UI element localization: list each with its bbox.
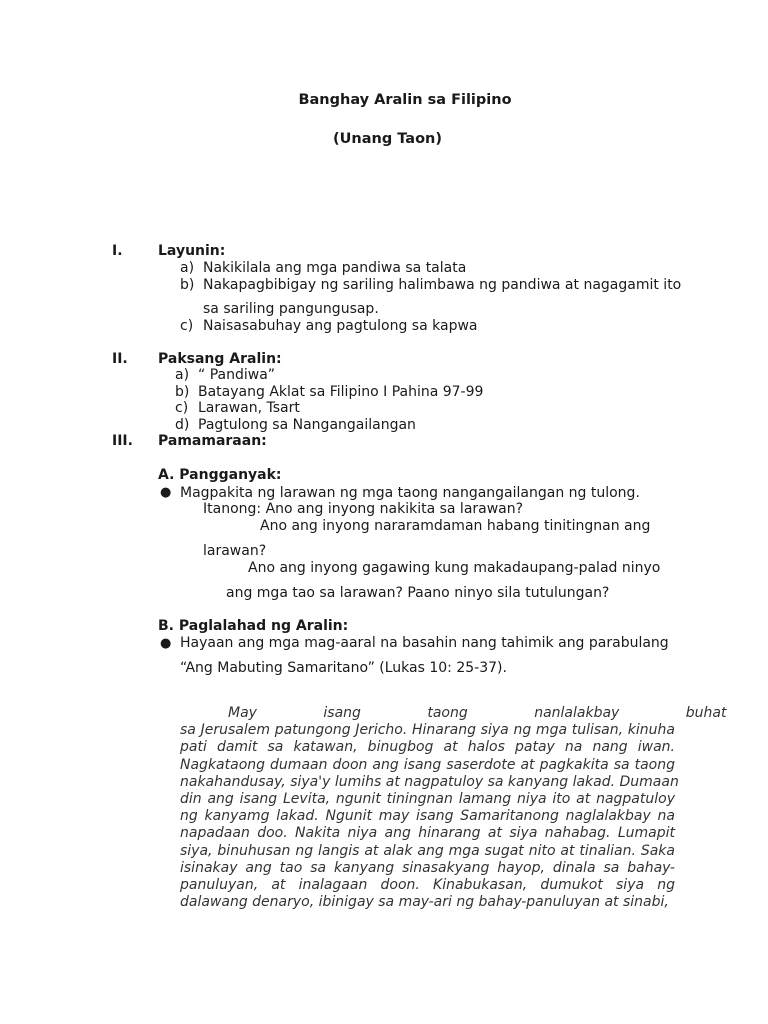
section-number-1: I. xyxy=(112,243,123,259)
question-line: Itanong: Ano ang inyong nakikita sa larawan? xyxy=(203,501,524,517)
question-line: Ano ang inyong nararamdaman habang tinitingnan ang xyxy=(260,518,651,534)
list-item-text: “ Pandiwa” xyxy=(198,367,276,383)
story-line: Nagkataong dumaan doon ang isang saserdote at pagkakita sa taong xyxy=(180,756,675,773)
document-page: Banghay Aralin sa Filipino (Unang Taon) I. Layunin: a) Nakikilala ang mga pandiwa sa talata b) Nakapagbibigay ng sariling halimbawa ng pandiwa at nagagamit ito sa sariling pangungusap. c) Naisasabuhay ang pagtulong sa kapwa II. Paksang Aralin: a) “ Pandiwa” b) Batayang Aklat sa Filipino I Pahina 97-99 c) Larawan, Tsart d) Pagtulong sa Nangangailangan III. Pamamaraan: A. Pangganyak: ● Magpakita ng larawan ng mga taong nangangailangan ng tulong. Itanong: Ano ang inyong nakikita sa larawan? Ano ang inyong nararamdaman habang tinitingnan ang larawan? Ano ang inyong gagawing kung makadaupang-palad ninyo ang mga tao sa larawan? Paano ninyo sila tutulungan? B. Paglalahad ng Aralin: ● Hayaan ang mga mag-aaral na basahin nang tahimik ang parabulang “Ang Mabuting Samaritano” (Lukas 10: 25-37). May isang taong nanlalakbay buhat sa Jerusalem patungong Jericho. Hinarang siya ng mga tulisan, kinuha pati damit sa katawan, binugbog at halos patay na nang iwan. Nagkataong dumaan doon ang isang saserdote at pagkakita sa taong nakahandusay, siya'y lumihs at nagpatuloy sa kanyang lakad. Dumaan din ang isang Levita, ngunit tiningnan lamang niya ito at nagpatuloy ng kanyamg lakad. Ngunit may isang Samaritanong naglalakbay na napadaan doo. Nakita niya ang hinarang at siya nahabag. Lumapit siya, binuhusan ng langis at alak ang mga sugat nito at tinalian. Saka isinakay ang tao sa kanyang sinasakyang hayop, dinala sa bahay- panuluyan, at inalagaan doon. Kinabukasan, dumukot siya ng dalawang denaryo, ibinigay sa may-ari ng bahay-panuluyan at sinabi, xyxy=(0,0,768,1024)
story-line: ng kanyamg lakad. Ngunit may isang Samaritanong naglalakbay na xyxy=(180,808,675,825)
list-item-letter: a) xyxy=(175,367,190,383)
section-heading-paksang-aralin: Paksang Aralin: xyxy=(158,351,282,367)
story-line: May isang taong nanlalakbay buhat xyxy=(228,705,727,721)
list-item-text: Pagtulong sa Nangangailangan xyxy=(198,417,416,433)
story-line: sa Jerusalem patungong Jericho. Hinarang siya ng mga tulisan, kinuha xyxy=(180,722,675,739)
list-item-text: Batayang Aklat sa Filipino I Pahina 97-99 xyxy=(198,384,484,400)
list-item-letter: b) xyxy=(175,384,190,400)
story-line: isinakay ang tao sa kanyang sinasakyang hayop, dinala sa bahay- xyxy=(180,859,675,876)
list-item-text: Nakapagbibigay ng sariling halimbawa ng pandiwa at nagagamit ito xyxy=(203,277,682,293)
story-line: napadaan doo. Nakita niya ang hinarang at siya nahabag. Lumapit xyxy=(180,825,675,842)
list-item-text: Naisasabuhay ang pagtulong sa kapwa xyxy=(203,318,478,334)
bullet-icon: ● xyxy=(160,636,172,651)
list-item-letter: b) xyxy=(180,277,195,293)
question-line-continuation: larawan? xyxy=(203,543,267,559)
section-number-3: III. xyxy=(112,433,133,449)
story-line: nakahandusay, siya'y lumihs at nagpatuloy sa kanyang lakad. Dumaan xyxy=(180,773,679,790)
subsection-heading-pangganyak: A. Pangganyak: xyxy=(158,467,282,483)
bullet-text-continuation: “Ang Mabuting Samaritano” (Lukas 10: 25-37). xyxy=(180,660,507,676)
story-line: dalawang denaryo, ibinigay sa may-ari ng bahay-panuluyan at sinabi, xyxy=(180,894,669,911)
bullet-text: Magpakita ng larawan ng mga taong nangangailangan ng tulong. xyxy=(180,485,640,501)
section-number-2: II. xyxy=(112,351,128,367)
list-item-text: Nakikilala ang mga pandiwa sa talata xyxy=(203,260,467,276)
story-line: siya, binuhusan ng langis at alak ang mga sugat nito at tinalian. Saka xyxy=(180,842,675,859)
story-line: pati damit sa katawan, binugbog at halos patay na nang iwan. xyxy=(180,739,675,756)
section-heading-layunin: Layunin: xyxy=(158,243,226,259)
list-item-continuation: sa sariling pangungusap. xyxy=(203,301,379,317)
list-item-letter: d) xyxy=(175,417,190,433)
bullet-text: Hayaan ang mga mag-aaral na basahin nang tahimik ang parabulang xyxy=(180,635,669,651)
story-passage xyxy=(180,705,727,911)
section-heading-pamamaraan: Pamamaraan: xyxy=(158,433,267,449)
list-item-text: Larawan, Tsart xyxy=(198,400,300,416)
subsection-heading-paglalahad: B. Paglalahad ng Aralin: xyxy=(158,618,349,634)
bullet-icon: ● xyxy=(160,485,172,500)
list-item-letter: c) xyxy=(180,318,194,334)
question-line-continuation: ang mga tao sa larawan? Paano ninyo sila tutulungan? xyxy=(226,585,610,601)
document-title: Banghay Aralin sa Filipino xyxy=(298,92,512,108)
story-line: din ang isang Levita, ngunit tiningnan lamang niya ito at nagpatuloy xyxy=(180,791,675,808)
list-item-letter: a) xyxy=(180,260,195,276)
list-item-letter: c) xyxy=(175,400,189,416)
question-line: Ano ang inyong gagawing kung makadaupang-palad ninyo xyxy=(248,560,661,576)
story-line: panuluyan, at inalagaan doon. Kinabukasan, dumukot siya ng xyxy=(180,877,675,894)
